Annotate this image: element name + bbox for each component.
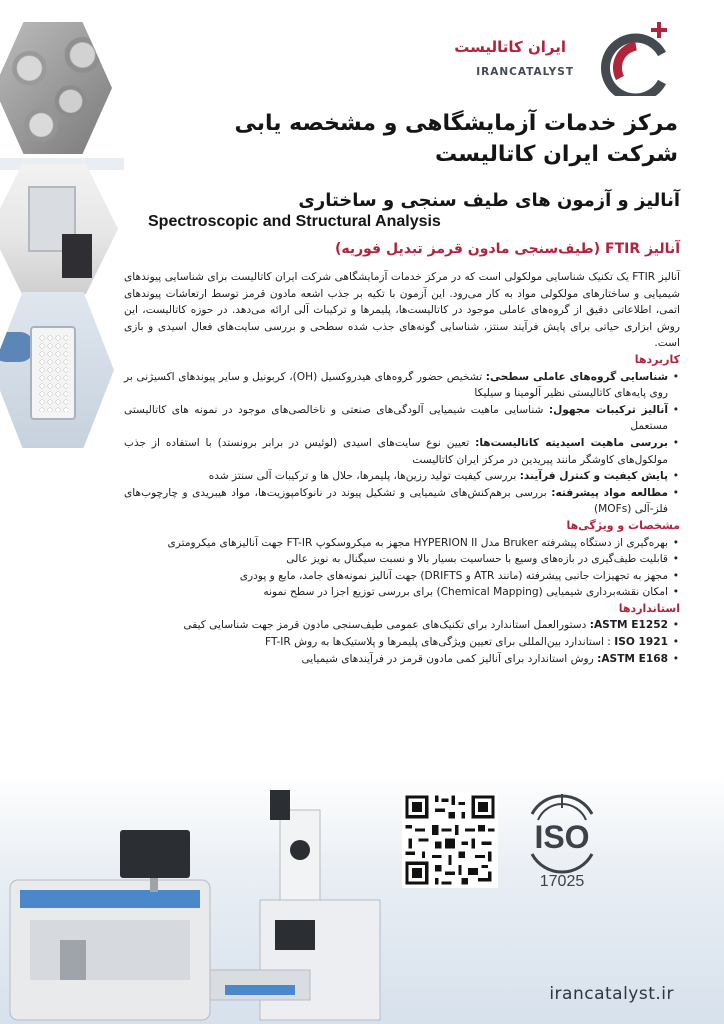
list-item: • بررسی ماهیت اسیدیته کاتالیست‌ها: تعیین نوع سایت‌های اسیدی (لوئیس در برابر برونستد) با استفاده از جذب مولکول‌های کاوشگر مانند پیریدین در مرکز ایران کاتالیست xyxy=(124,435,668,468)
list-item: • امکان نقشه‌برداری شیمیایی (Chemical Mapping) برای بررسی توزیع اجزا در سطح نمونه xyxy=(124,584,668,601)
list-item: • پایش کیفیت و کنترل فرآیند: بررسی کیفیت تولید رزین‌ها، پلیمرها، حلال ها و ترکیبات آلی سنتز شده xyxy=(124,468,668,485)
section-title-en: Spectroscopic and Structural Analysis xyxy=(148,213,441,230)
standards-list xyxy=(124,617,680,667)
catalyst-pellets-image xyxy=(0,22,112,154)
brand-name-en: IRANCATALYST xyxy=(476,66,574,78)
list-item: • مجهز به تجهیزات جانبی پیشرفته (مانند ATR و DRIFTS) جهت آنالیز نمونه‌های جامد، مایع و پودری xyxy=(124,568,668,585)
ftir-instrument-image xyxy=(0,770,400,1024)
list-item: • مطالعه مواد پیشرفته: بررسی برهم‌کنش‌های شیمیایی و تشکیل پیوند در نانوکامپوزیت‌ها، مواد هیبریدی و چارچوب‌های فلز-آلی (MOFs) xyxy=(124,485,668,518)
applications-heading: کاربردها xyxy=(634,352,680,366)
applications-list xyxy=(124,369,680,518)
specs-heading: مشخصات و ویژگی‌ها xyxy=(566,518,680,532)
iso-badge-icon xyxy=(514,792,610,890)
list-item: • شناسایی گروه‌های عاملی سطحی: تشخیص حضور گروه‌های هیدروکسیل (OH)، کربونیل و سایر پیوندهای اکسیژنی بر روی پایه‌های کاتالیستی نظیر آلومینا و سیلیکا xyxy=(124,369,668,402)
intro-paragraph: آنالیز FTIR یک تکنیک شناسایی مولکولی است که در مرکز خدمات آزمایشگاهی شرکت ایران کاتالیست برای شناسایی پیوندهای شیمیایی و ساختارهای مولکولی مواد به کار می‌رود. این آزمون با تکیه بر جذب اشعه مادون قرمز توسط ارتعاشات پیوندهای اتمی، اطلاعاتی دقیق از گروه‌های عاملی موجود در کاتالیست‌ها، پلیمرها و ترکیبات آلی ارائه می‌دهد. در حوزه کاتالیست، این روش ابزاری حیاتی برای پایش فرآیند سنتز، شناسایی گونه‌های جذب شده سطحی و بررسی سایت‌های فعال اسیدی و بازی است. xyxy=(124,271,680,350)
page-title: مرکز خدمات آزمایشگاهی و مشخصه یابی شرکت ایران کاتالیست xyxy=(234,111,678,167)
list-item: • آنالیز ترکیبات مجهول: شناسایی ماهیت شیمیایی آلودگی‌های صنعتی و ناخالصی‌های موجود در نمونه های کاتالیستی مستعمل xyxy=(124,402,668,435)
sample-jar-image xyxy=(0,292,114,448)
iso-label: ISO xyxy=(534,819,590,855)
logo-icon xyxy=(520,16,670,96)
lab-instrument-image xyxy=(0,164,118,294)
list-item: • ISO 1921 : استاندارد بین‌المللی برای تعیین ویژگی‌های پلیمرها و پلاستیک‌ها به روش FT-IR xyxy=(124,634,668,651)
qr-code-icon[interactable] xyxy=(402,792,498,888)
specs-list xyxy=(124,535,680,601)
website-link[interactable]: irancatalyst.ir xyxy=(549,984,674,1004)
list-item: • ASTM E168: روش استاندارد برای آنالیز کمی مادون قرمز در فرآیندهای شیمیایی xyxy=(124,651,668,668)
ftir-title: آنالیز FTIR (طیف‌سنجی مادون قرمز تبدیل فوریه) xyxy=(334,241,680,257)
iso-number: 17025 xyxy=(539,873,585,890)
section-title-fa: آنالیز و آزمون های طیف سنجی و ساختاری xyxy=(298,190,680,211)
list-item: • بهره‌گیری از دستگاه پیشرفته Bruker مدل HYPERION II مجهز به میکروسکوپ FT-IR جهت آنالیزهای میکرومتری xyxy=(124,535,668,552)
list-item: • ASTM E1252: دستورالعمل استاندارد برای تکنیک‌های عمومی طیف‌سنجی مادون قرمز جهت شناسایی کیفی xyxy=(124,617,668,634)
content-body xyxy=(124,269,680,667)
standards-heading: استانداردها xyxy=(618,601,680,615)
list-item: • قابلیت طیف‌گیری در بازه‌های وسیع با حساسیت بسیار بالا و نسبت سیگنال به نویز عالی xyxy=(124,551,668,568)
brand-name-fa: ایران کاتالیست xyxy=(454,38,566,56)
